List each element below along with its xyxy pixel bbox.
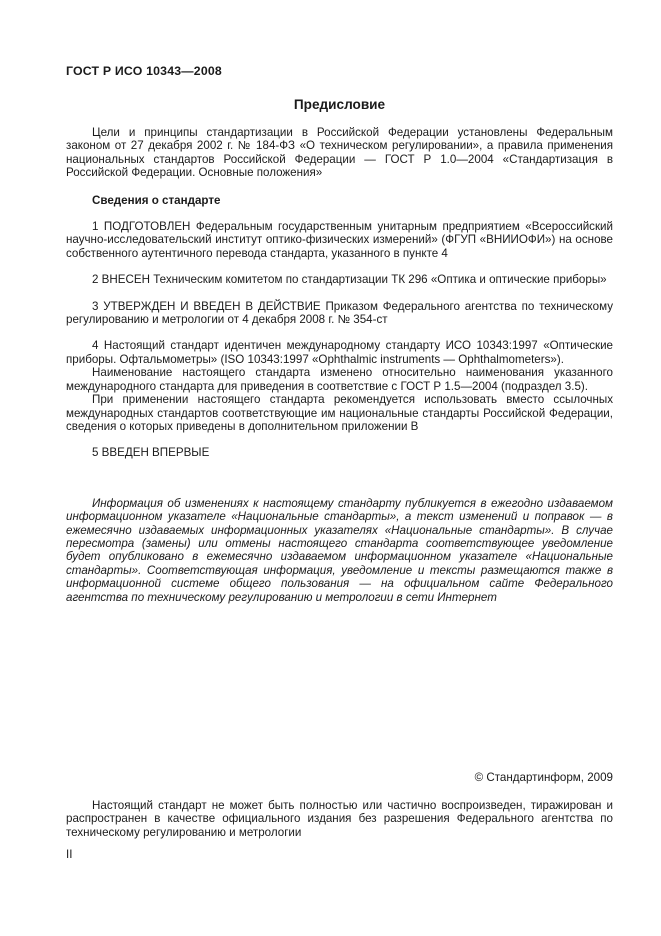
info-item-5: 5 ВВЕДЕН ВПЕРВЫЕ [92, 446, 210, 460]
page-number: II [66, 848, 73, 861]
amendments-notice: Информация об изменениях к настоящему стандарту публикуется в ежегодно издаваемом информационном указателе «Национальные стандарты», а текст изменений и поправок — в ежемесячно издаваемых информационных указателях «Национальные стандарты». В случае пересмотра (замены) или отмены настоящего стандарта соответствующее уведомление будет опубликовано в ежемесячно издаваемом информационном указателе «Национальные стандарты». Соответствующая информация, уведомление и тексты размещаются также в информационной системе общего пользования — на официальном сайте Федерального агентства по техническому регулированию и метрологии в сети Интернет [66, 496, 613, 604]
doc-code: ГОСТ Р ИСО 10343—2008 [66, 64, 222, 78]
intro-paragraph: Цели и принципы стандартизации в Российской Федерации установлены Федеральным законом от 27 декабря 2002 г. № 184-ФЗ «О техническом регулировании», а правила применения национальных стандартов Российской Федерации — ГОСТ Р 1.0—2004 «Стандартизация в Российской Федерации. Основные положения» [66, 126, 613, 180]
info-item-3: 3 УТВЕРЖДЕН И ВВЕДЕН В ДЕЙСТВИЕ Приказом Федерального агентства по техническому регулированию и метрологии от 4 декабря 2008 г. № 354-ст [66, 299, 613, 327]
info-item-4 [66, 339, 613, 433]
section-heading: Сведения о стандарте [92, 193, 221, 207]
page-title: Предисловие [293, 97, 386, 112]
info-item-4-paragraph-1: 4 Настоящий стандарт идентичен международному стандарту ИСО 10343:1997 «Оптические приборы. Офтальмометры» (ISO 10343:1997 «Ophthalmic instruments — Ophthalmometers»). [66, 339, 613, 366]
info-item-2: 2 ВНЕСЕН Техническим комитетом по стандартизации ТК 296 «Оптика и оптические приборы» [92, 273, 607, 287]
restriction-paragraph: Настоящий стандарт не может быть полностью или частично воспроизведен, тиражирован и распространен в качестве официального издания без разрешения Федерального агентства по техническому регулированию и метрологии [66, 799, 613, 839]
restriction-block [66, 799, 613, 839]
info-item-1: 1 ПОДГОТОВЛЕН Федеральным государственным унитарным предприятием «Всероссийский научно-исследовательский институт оптико-физических измерений» (ФГУП «ВНИИОФИ») на основе собственного аутентичного перевода стандарта, указанного в пункте 4 [66, 220, 613, 260]
copyright-line: © Стандартинформ, 2009 [474, 771, 613, 784]
info-item-4-paragraph-3: При применении настоящего стандарта рекомендуется использовать вместо ссылочных международных стандартов соответствующие им национальные стандарты Российской Федерации, сведения о которых приведены в дополнительном приложении В [66, 393, 613, 433]
info-item-4-paragraph-2: Наименование настоящего стандарта изменено относительно наименования указанного международного стандарта для приведения в соответствие с ГОСТ Р 1.5—2004 (подраздел 3.5). [66, 366, 613, 393]
